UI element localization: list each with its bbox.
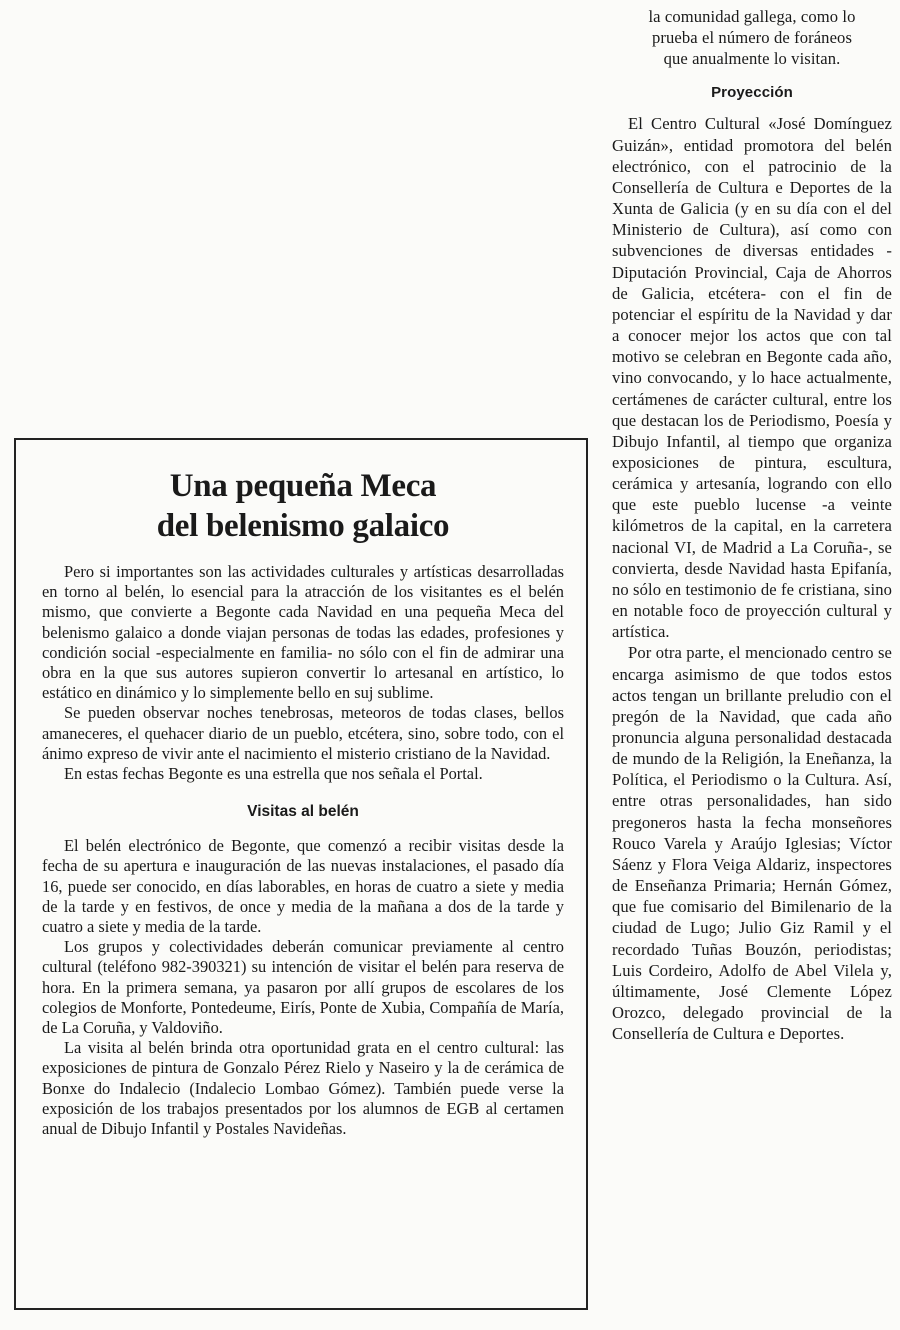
paragraph: El belén electrónico de Begonte, que comenzó a recibir visitas desde la fecha de su apertura e inauguración de las nuevas instalaciones, el pasado día 16, puede ser conocido, en días laborables, en horas de cuatro a siete y media de la tarde y en festivos, de once y media de la mañana a dos de la tarde y cuatro a siete y media de la tarde. (42, 836, 564, 937)
paragraph: El Centro Cultural «José Domínguez Guizán», entidad promotora del belén electrónico, con el patrocinio de la Consellería de Cultura e Deportes de la Xunta de Galicia (y en su día con el del Ministerio de Cultura), así como con subvenciones de diversas entidades -Diputación Provincial, Caja de Ahorros de Galicia, etcétera- con el fin de potenciar el espíritu de la Navidad y dar a conocer mejor los actos que con tal motivo se celebran en Begonte cada año, vino convocando, y lo hace actualmente, certámenes de carácter cultural, entre los que destacan los de Periodismo, Poesía y Dibujo Infantil, al tiempo que organiza exposiciones de pintura, escultura, cerámica y artesanía, logrando con ello que este pueblo lucense -a veinte kilómetros de la capital, en la carretera nacional VI, de Madrid a La Coruña-, se convierta, desde Navidad hasta Epifanía, no sólo en testimonio de fe cristiana, sino en notable foco de proyección cultural y artística. (612, 114, 892, 642)
paragraph: Se pueden observar noches tenebrosas, meteoros de todas clases, bellos amaneceres, el quehacer diario de un pueblo, etcétera, sino, sobre todo, con el ánimo expreso de vivir ante el nacimiento el misterio cristiano de la Navidad. (42, 703, 564, 763)
article-headline (42, 466, 564, 546)
intro-line: prueba el número de foráneos (652, 28, 852, 48)
subheading-proyeccion: Proyección (711, 84, 793, 102)
paragraph: Por otra parte, el mencionado centro se encarga asimismo de que todos estos actos tengan un brillante preludio con el pregón de la Navidad, que cada año pronuncia alguna personalidad destacada de mundo de la Religión, la Eneñanza, la Política, el Periodismo o la Cultura. Así, entre otras personalidades, han sido pregoneros hasta la fecha monseñores Rouco Varela y Araújo Iglesias; Víctor Sáenz y Flora Veiga Aldariz, inspectores de Enseñanza Primaria; Hernán Gómez, que fue comisario del Bimilenario de la ciudad de Lugo; Julio Giz Ramil y el recordado Tuñas Bouzón, periodistas; Luis Cordeiro, Adolfo de Abel Vilela y, últimamente, José Clemente López Orozco, delegado provincial de la Consellería de Cultura e Deportes. (612, 643, 892, 1044)
headline-line: del belenismo galaico (156, 508, 450, 544)
intro-line: que anualmente lo visitan. (663, 49, 841, 69)
headline-line: Una pequeña Meca (169, 468, 437, 504)
intro-line: la comunidad gallega, como lo (648, 7, 856, 26)
paragraph: En estas fechas Begonte es una estrella que nos señala el Portal. (64, 764, 483, 784)
right-column (612, 6, 892, 1044)
article-box (14, 438, 588, 1310)
subheading-visitas: Visitas al belén (247, 803, 359, 821)
paragraph: Pero si importantes son las actividades culturales y artísticas desarrolladas en torno al belén, lo esencial para la atracción de los visitantes es el belén mismo, que convierte a Begonte cada Navidad en una pequeña Meca del belenismo galaico a donde viajan personas de todas las edades, profesiones y condición social -especialmente en familia- no sólo con el fin de admirar una obra en la que sus autores supieron convertir lo artesanal en artístico, lo estático en dinámico y lo simplemente bello en suj sublime. (42, 562, 564, 703)
paragraph: Los grupos y colectividades deberán comunicar previamente al centro cultural (teléfono 982-390321) su intención de visitar el belén para reserva de hora. En la primera semana, ya pasaron por allí grupos de escolares de los colegios de Monforte, Pontedeume, Eirís, Ponte de Xubia, Compañía de María, de La Coruña, y Valdoviño. (42, 937, 564, 1038)
article-body (42, 562, 564, 1139)
paragraph: La visita al belén brinda otra oportunidad grata en el centro cultural: las exposiciones de pintura de Gonzalo Pérez Rielo y Naseiro y la de cerámica de Bonxe do Indalecio (Indalecio Lombao Gómez). También puede verse la exposición de los trabajos presentados por los alumnos de EGB al certamen anual de Dibujo Infantil y Postales Navideñas. (42, 1038, 564, 1139)
